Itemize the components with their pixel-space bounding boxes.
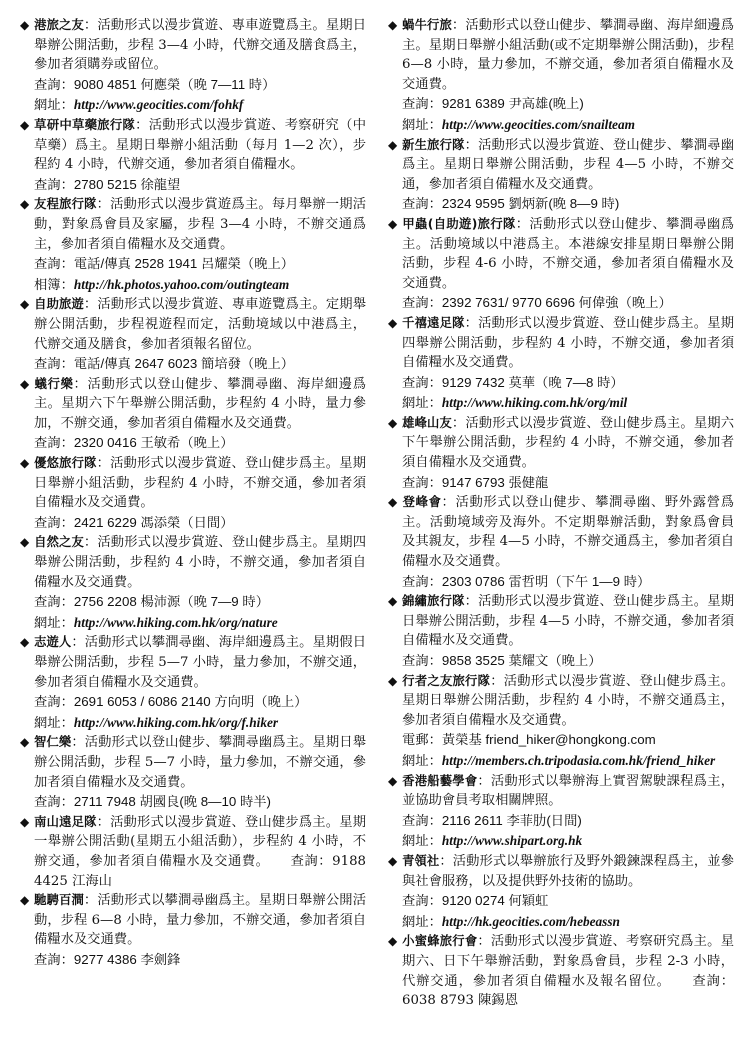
line-label: 查詢： xyxy=(34,257,74,273)
contact-value: 9281 6389 尹高雄(晚上) xyxy=(441,96,584,112)
website-line xyxy=(388,831,734,852)
diamond-bullet-icon: ◆ xyxy=(388,495,398,510)
contact-line xyxy=(388,572,734,593)
line-label: 查詢： xyxy=(402,813,442,829)
club-name: 志遊人 xyxy=(34,635,72,650)
club-name: 錦繡旅行隊 xyxy=(402,594,465,609)
website-link[interactable]: http://members.ch.tripodasia.com.hk/friend_hiker xyxy=(441,752,716,768)
contact-line xyxy=(388,730,734,751)
club-details: ：活動形式以舉辦海上實習駕駛課程爲主，並協助會員考取相關牌照。 xyxy=(402,773,734,809)
contact-value: 2303 0786 雷哲明（下午 1—9 時） xyxy=(441,573,651,589)
line-label: 網址： xyxy=(402,914,442,930)
club-entry xyxy=(388,852,734,932)
club-description xyxy=(388,314,734,373)
line-label: 查詢： xyxy=(402,97,442,113)
line-label: 查詢： xyxy=(34,695,74,711)
club-name: 甲蟲(自助遊)旅行隊 xyxy=(402,216,516,231)
club-description xyxy=(20,633,366,692)
website-link[interactable]: http://www.hiking.com.hk/org/nature xyxy=(73,614,278,630)
line-label: 查詢： xyxy=(34,177,74,193)
line-label: 網址： xyxy=(402,117,442,133)
line-label: 查詢： xyxy=(402,654,442,669)
club-entry xyxy=(20,533,366,633)
club-entry xyxy=(20,891,366,970)
diamond-bullet-icon: ◆ xyxy=(20,456,30,471)
club-entry xyxy=(20,813,366,891)
line-label: 查詢： xyxy=(34,595,74,611)
contact-value: 2324 9595 劉炳新(晚 8—9 時) xyxy=(441,196,620,212)
club-name: 小蜜蜂旅行會 xyxy=(402,934,478,949)
diamond-bullet-icon: ◆ xyxy=(20,635,30,650)
contact-line xyxy=(388,891,734,912)
website-link[interactable]: http://www.geocities.com/fohkf xyxy=(73,97,244,113)
contact-line xyxy=(388,293,734,314)
club-details: ：活動形式以舉辦旅行及野外鍛鍊課程爲主，並參與社會服務，以及提供野外技術的協助。 xyxy=(402,853,734,889)
diamond-bullet-icon: ◆ xyxy=(388,18,398,32)
club-description xyxy=(20,813,366,891)
contact-line xyxy=(388,811,734,832)
diamond-bullet-icon: ◆ xyxy=(388,137,398,152)
diamond-bullet-icon: ◆ xyxy=(20,18,30,32)
contact-line xyxy=(388,373,734,394)
club-name: 千禧遠足隊 xyxy=(402,315,465,330)
club-entry xyxy=(20,633,366,733)
club-entry xyxy=(20,16,366,116)
club-entry xyxy=(388,493,734,592)
diamond-bullet-icon: ◆ xyxy=(20,893,30,908)
website-line xyxy=(388,912,734,933)
contact-value: 9129 7432 莫華（晚 7—8 時） xyxy=(441,374,624,390)
contact-line xyxy=(388,473,734,494)
club-details: ：活動形式以漫步賞遊、登山健步爲主。星期日舉辦公開活動，步程 4—5 小時，不辦交通，參加者須自備糧水及交通費。 xyxy=(402,594,734,649)
contact-value: 2711 7948 胡國良(晚 8—10 時半) xyxy=(73,794,271,810)
diamond-bullet-icon: ◆ xyxy=(388,934,398,949)
diamond-bullet-icon: ◆ xyxy=(388,315,398,330)
contact-line xyxy=(20,950,366,971)
website-line xyxy=(388,115,734,136)
club-entry xyxy=(388,215,734,314)
website-line xyxy=(388,751,734,772)
club-name: 草研中草藥旅行隊 xyxy=(34,117,136,132)
club-description xyxy=(20,195,366,254)
website-line xyxy=(20,275,366,296)
club-name: 自然之友 xyxy=(34,535,84,550)
club-description xyxy=(388,592,734,651)
club-entry xyxy=(20,375,366,454)
website-link[interactable]: http://hk.photos.yahoo.com/outingteam xyxy=(73,276,290,292)
contact-value: 9858 3525 葉耀文（晚上） xyxy=(441,653,602,668)
contact-line xyxy=(20,354,366,375)
club-description xyxy=(388,493,734,571)
club-entry xyxy=(388,16,734,136)
contact-line xyxy=(20,175,366,196)
club-entry xyxy=(20,195,366,295)
line-label: 查詢： xyxy=(402,894,442,910)
club-description xyxy=(388,772,734,811)
contact-value: 2780 5215 徐龍望 xyxy=(73,176,181,192)
website-link[interactable]: http://www.geocities.com/snailteam xyxy=(441,116,635,132)
club-details: ：活動形式以漫步賞遊、專車遊覽爲主。星期日舉辦公開活動，步程 3—4 小時，代辦交通及膳食爲主，參加者須購券或留位。 xyxy=(34,18,366,73)
contact-value: 2756 2208 楊沛源（晚 7—9 時） xyxy=(73,594,269,610)
line-label: 查詢： xyxy=(402,296,442,312)
contact-value: 電話/傳真 2647 6023 簡培發（晚上） xyxy=(73,356,295,372)
line-label: 網址： xyxy=(402,753,442,769)
club-entry xyxy=(20,295,366,374)
contact-line xyxy=(388,194,734,215)
club-description xyxy=(20,733,366,792)
contact-value: 2320 0416 王敏希（晚上） xyxy=(73,435,234,451)
diamond-bullet-icon: ◆ xyxy=(20,376,30,391)
contact-line xyxy=(20,254,366,275)
line-label: 查詢： xyxy=(34,515,74,531)
club-name: 馳騁百澗 xyxy=(34,893,84,908)
contact-line xyxy=(20,75,366,96)
line-label: 查詢： xyxy=(34,77,74,93)
club-name: 香港船藝學會 xyxy=(402,773,478,788)
diamond-bullet-icon: ◆ xyxy=(388,216,398,231)
website-link[interactable]: http://www.shipart.org.hk xyxy=(441,833,583,849)
diamond-bullet-icon: ◆ xyxy=(388,673,398,688)
club-details: ：活動形式以漫步賞遊、考察研究（中草藥）爲主。星期日舉辦小組活動（每月 1—2 次），步程約 4 小時，代辦交通，參加者須自備糧水。 xyxy=(34,117,366,173)
club-details: ：活動形式以漫步賞遊、登山健步爲主。星期六下午舉辦公開活動，步程約 4 小時，不辦交通，參加者須自備糧水及交通費。 xyxy=(402,415,734,471)
right-column xyxy=(388,16,734,1011)
club-description xyxy=(20,295,366,354)
left-column xyxy=(20,16,366,971)
club-name: 自助旅遊 xyxy=(34,297,84,312)
club-description xyxy=(20,533,366,592)
club-description xyxy=(388,136,734,195)
club-entry xyxy=(20,733,366,812)
line-label: 查詢： xyxy=(34,952,74,968)
club-details: ：活動形式以漫步賞遊、登山健步爲主。星期四舉辦公開活動，步程約 4 小時，不辦交通，參加者須自備糧水及交通費。 xyxy=(402,315,734,371)
club-description xyxy=(20,891,366,950)
club-description xyxy=(20,375,366,434)
line-label: 網址： xyxy=(34,715,74,731)
club-entry xyxy=(388,672,734,772)
club-details: ：活動形式以漫步賞遊、考察研究爲主。星期六、日下午舉辦活動，對象爲會員，步程 2-3 小時，代辦交通，參加者須自備糧水及報名留位。 查詢：6038 8793 陳錫恩 xyxy=(402,934,734,1009)
line-label: 網址： xyxy=(34,615,74,631)
club-description xyxy=(20,116,366,175)
line-label: 查詢： xyxy=(402,375,442,391)
diamond-bullet-icon: ◆ xyxy=(388,594,398,609)
club-details: ：活動形式以登山健步、攀澗尋幽爲主。星期日舉辦公開活動，步程 5—7 小時，量力參加，不辦交通，參加者須自備糧水及交通費。 xyxy=(34,735,366,790)
club-description xyxy=(388,672,734,731)
line-label: 網址： xyxy=(402,834,442,850)
club-details: ：活動形式以攀澗尋幽、海岸細邊爲主。星期假日舉辦公開活動，步程 5—7 小時，量力參加，不辦交通，參加者須自備糧水及交通費。 xyxy=(34,635,366,690)
line-label: 電郵： xyxy=(402,733,442,749)
club-description xyxy=(20,454,366,513)
website-link[interactable]: http://www.hiking.com.hk/org/mil xyxy=(441,395,628,411)
contact-value: 9277 4386 李劍鋒 xyxy=(73,951,181,967)
contact-value: 2116 2611 李菲肋(日間) xyxy=(441,812,582,828)
club-details: ：活動形式以漫步賞遊爲主。每月舉辦一期活動，對象爲會員及家屬，步程 3—4 小時，不辦交通爲主，參加者須自備糧水及交通費。 xyxy=(34,197,366,252)
diamond-bullet-icon: ◆ xyxy=(20,117,30,132)
club-entry xyxy=(20,454,366,533)
diamond-bullet-icon: ◆ xyxy=(20,297,30,312)
diamond-bullet-icon: ◆ xyxy=(20,535,30,550)
diamond-bullet-icon: ◆ xyxy=(388,415,398,430)
club-description xyxy=(388,852,734,891)
diamond-bullet-icon: ◆ xyxy=(20,735,30,750)
contact-line xyxy=(20,592,366,613)
club-details: ：活動形式以漫步賞遊、登山健步爲主。星期一舉辦公開活動(星期五小組活動），步程約 4 小時，不辦交通，參加者須自備糧水及交通費。 查詢：9188 4425 江海山 xyxy=(34,814,366,889)
club-details: ：活動形式以漫步賞遊、登山健步、攀澗尋幽爲主。星期日舉辦公開活動，步程 4—5 小時，不辦交通，參加者須自備糧水及交通費。 xyxy=(402,137,734,192)
website-link[interactable]: http://www.hiking.com.hk/org/f.hiker xyxy=(73,714,279,730)
diamond-bullet-icon: ◆ xyxy=(20,814,30,829)
club-entry xyxy=(388,136,734,215)
club-entry xyxy=(388,314,734,414)
diamond-bullet-icon: ◆ xyxy=(388,773,398,788)
contact-value: 黃榮基 friend_hiker@hongkong.com xyxy=(441,732,656,748)
club-entry xyxy=(388,932,734,1010)
club-name: 新生旅行隊 xyxy=(402,137,465,152)
contact-line xyxy=(20,513,366,534)
website-line xyxy=(20,613,366,634)
contact-value: 2691 6053 / 6086 2140 方向明（晚上） xyxy=(73,694,308,710)
website-line xyxy=(20,95,366,116)
club-description xyxy=(388,215,734,293)
diamond-bullet-icon: ◆ xyxy=(388,853,398,868)
club-details: ：活動形式以登山健步、攀澗尋幽、海岸細邊爲主。星期日舉辦小組活動(或不定期舉辦公開活動)，步程 6—8 小時，量力參加，不辦交通，參加者須自備糧水及交通費。 xyxy=(402,18,734,92)
club-name: 青領社 xyxy=(402,853,440,868)
contact-value: 9120 0274 何穎虹 xyxy=(441,893,549,909)
contact-value: 9147 6793 張健龍 xyxy=(441,474,549,490)
website-line xyxy=(20,713,366,734)
line-label: 查詢： xyxy=(34,436,74,452)
club-name: 蝸牛行旅 xyxy=(402,18,452,32)
club-name: 港旅之友 xyxy=(34,18,84,32)
contact-value: 2421 6229 馮添榮（日間） xyxy=(73,514,234,530)
diamond-bullet-icon: ◆ xyxy=(20,197,30,212)
club-details: ：活動形式以漫步賞遊、登山健步爲主。星期日舉辦公開活動，步程約 4 小時，不辦交通爲主，參加者須自備糧水及交通費。 xyxy=(402,673,734,728)
website-link[interactable]: http://hk.geocities.com/hebeassn xyxy=(441,913,620,929)
line-label: 網址： xyxy=(34,98,74,114)
club-details: ：活動形式以漫步賞遊、專車遊覽爲主。定期舉辦公開活動，步程視遊程而定，活動境域以中港爲主，代辦交通及膳食，參加者須報名留位。 xyxy=(34,297,366,352)
line-label: 查詢： xyxy=(402,475,442,491)
club-details: ：活動形式以登山健步、攀澗尋幽爲主。活動境域以中港爲主。本港線安排星期日舉辦公開活動，步程 4-6 小時，不辦交通，參加者須自備糧水及交通費。 xyxy=(402,216,734,291)
club-entry xyxy=(388,772,734,852)
contact-line xyxy=(20,433,366,454)
line-label: 相簿： xyxy=(34,277,74,293)
contact-value: 電話/傳真 2528 1941 呂耀榮（晚上） xyxy=(73,256,295,272)
club-name: 智仁樂 xyxy=(34,735,72,750)
club-name: 蟻行樂 xyxy=(34,376,74,391)
club-details: ：活動形式以登山健步、攀澗尋幽、野外露營爲主。活動境域旁及海外。不定期舉辦活動，對象爲會員及其親友，步程 4—5 小時，不辦交通爲主，參加者須自備糧水及交通費。 xyxy=(402,495,734,570)
club-details: ：活動形式以攀澗尋幽爲主。星期日舉辦公開活動，步程 6—8 小時，量力參加，不辦交通，參加者須自備糧水及交通費。 xyxy=(34,893,366,948)
line-label: 查詢： xyxy=(34,357,74,373)
club-name: 友程旅行隊 xyxy=(34,197,97,212)
club-name: 南山遠足隊 xyxy=(34,814,97,829)
line-label: 查詢： xyxy=(34,795,74,811)
contact-value: 2392 7631/ 9770 6696 何偉強（晚上） xyxy=(441,295,672,311)
club-details: ：活動形式以登山健步、攀澗尋幽、海岸細邊爲主。星期六下午舉辦公開活動，步程約 4 小時，量力參加，不辦交通，參加者須自備糧水及交通費。 xyxy=(34,376,366,431)
club-details: ：活動形式以漫步賞遊、登山健步爲主。星期日舉辦小組活動，步程約 4 小時，不辦交通，參加者須自備糧水及交通費。 xyxy=(34,456,366,511)
club-description xyxy=(20,16,366,75)
club-entry xyxy=(20,116,366,195)
club-description xyxy=(388,16,734,94)
contact-line xyxy=(20,692,366,713)
line-label: 網址： xyxy=(402,396,442,412)
club-description xyxy=(388,932,734,1010)
contact-line xyxy=(388,94,734,115)
line-label: 查詢： xyxy=(402,197,442,213)
contact-line xyxy=(388,651,734,672)
line-label: 查詢： xyxy=(402,574,442,590)
club-entry xyxy=(388,592,734,671)
club-description xyxy=(388,414,734,473)
club-details: ：活動形式以漫步賞遊、登山健步爲主。星期四舉辦公開活動，步程約 4 小時，不辦交通，參加者須自備糧水及交通費。 xyxy=(34,535,366,590)
website-line xyxy=(388,393,734,414)
club-name: 登峰會 xyxy=(402,495,442,510)
contact-value: 9080 4851 何應榮（晚 7—11 時） xyxy=(73,76,276,92)
club-name: 行者之友旅行隊 xyxy=(402,673,491,688)
contact-line xyxy=(20,792,366,813)
club-name: 雄峰山友 xyxy=(402,415,452,430)
club-entry xyxy=(388,414,734,493)
club-name: 優悠旅行隊 xyxy=(34,456,97,471)
